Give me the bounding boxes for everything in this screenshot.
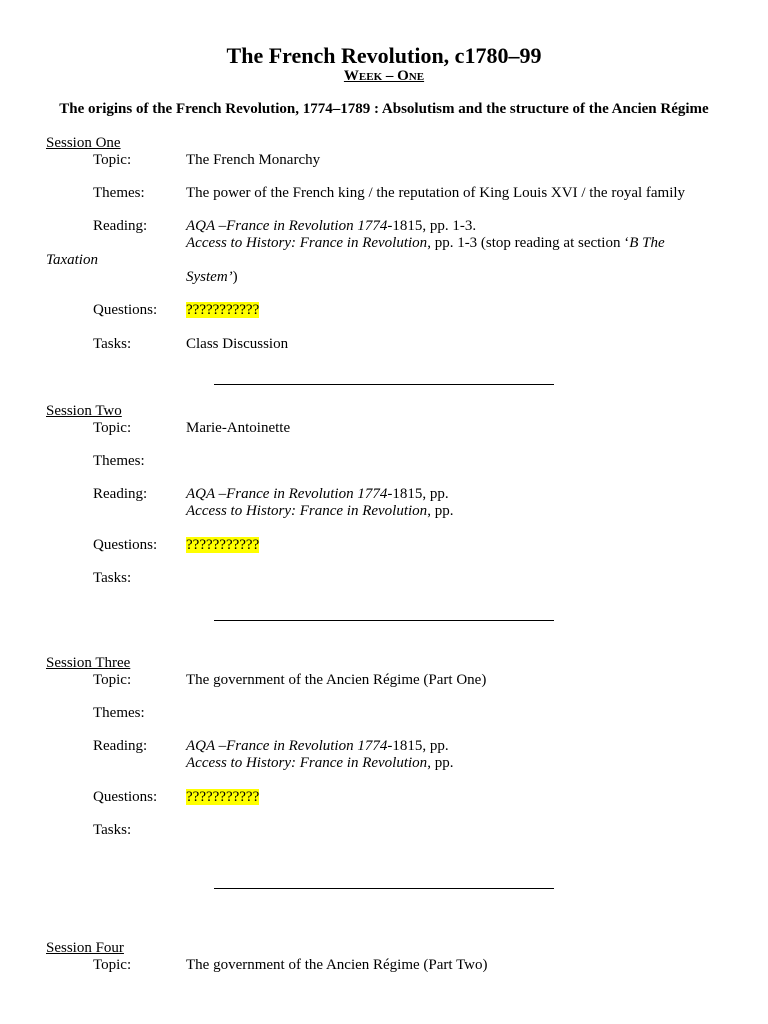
reading-book-2: Access to History: France in Revolution xyxy=(186,235,428,251)
reading-close-paren: ) xyxy=(232,269,238,285)
questions-label: Questions: xyxy=(93,302,158,318)
reading-book-1: AQA –France in Revolution 1774 xyxy=(186,486,388,502)
reading-section-wrap: Taxation xyxy=(46,252,98,268)
reading-line-1 xyxy=(186,738,449,755)
reading-label: Reading: xyxy=(93,218,148,234)
section-divider xyxy=(214,620,554,621)
questions-label: Questions: xyxy=(93,537,158,553)
reading-section-start: B The xyxy=(629,235,665,251)
topic-label: Topic: xyxy=(93,420,132,436)
reading-pages-2: , pp. 1-3 (stop reading at section ‘ xyxy=(427,235,630,251)
session-heading: Session Four xyxy=(46,940,124,956)
reading-pages-1: -1815, pp. xyxy=(387,486,449,502)
reading-book-2: Access to History: France in Revolution xyxy=(186,755,428,771)
topic-value: The French Monarchy xyxy=(186,152,321,168)
tasks-label: Tasks: xyxy=(93,822,132,838)
questions-label: Questions: xyxy=(93,789,158,805)
themes-label: Themes: xyxy=(93,185,145,201)
reading-book-1: AQA –France in Revolution 1774 xyxy=(186,738,388,754)
section-subtitle: The origins of the French Revolution, 1774–1789 : Absolutism and the structure of the Ancien Régime xyxy=(59,101,709,117)
reading-pages-1: -1815, pp. 1-3. xyxy=(387,218,477,234)
session-heading: Session One xyxy=(46,135,121,151)
topic-value: Marie-Antoinette xyxy=(186,420,291,436)
topic-value: The government of the Ancien Régime (Part One) xyxy=(186,672,487,688)
reading-line-2 xyxy=(186,755,453,772)
section-divider xyxy=(214,888,554,889)
tasks-label: Tasks: xyxy=(93,336,132,352)
week-label: Week – One xyxy=(343,68,425,84)
session-heading: Session Two xyxy=(46,403,122,419)
questions-highlight: ??????????? xyxy=(186,537,260,553)
themes-value: The power of the French king / the reputation of King Louis XVI / the royal family xyxy=(186,185,686,201)
questions-value xyxy=(186,302,259,319)
reading-pages-2: , pp. xyxy=(427,755,454,771)
section-divider xyxy=(214,384,554,385)
reading-line-2 xyxy=(186,235,665,252)
reading-label: Reading: xyxy=(93,486,148,502)
reading-book-2: Access to History: France in Revolution xyxy=(186,503,428,519)
topic-label: Topic: xyxy=(93,672,132,688)
questions-value xyxy=(186,789,259,806)
reading-line-1 xyxy=(186,486,449,503)
week-heading xyxy=(0,68,768,85)
topic-label: Topic: xyxy=(93,957,132,973)
reading-line-2 xyxy=(186,503,453,520)
topic-value: The government of the Ancien Régime (Part Two) xyxy=(186,957,488,973)
themes-label: Themes: xyxy=(93,453,145,469)
topic-label: Topic: xyxy=(93,152,132,168)
reading-section-end: System’ xyxy=(186,269,233,285)
questions-highlight: ??????????? xyxy=(186,302,260,318)
reading-book-1: AQA –France in Revolution 1774 xyxy=(186,218,388,234)
reading-line-3 xyxy=(186,269,238,286)
document-title: The French Revolution, c1780–99 xyxy=(226,43,542,68)
tasks-label: Tasks: xyxy=(93,570,132,586)
session-heading: Session Three xyxy=(46,655,131,671)
tasks-value: Class Discussion xyxy=(186,336,289,352)
questions-value xyxy=(186,537,259,554)
reading-line-1 xyxy=(186,218,476,235)
themes-label: Themes: xyxy=(93,705,145,721)
questions-highlight: ??????????? xyxy=(186,789,260,805)
reading-label: Reading: xyxy=(93,738,148,754)
reading-pages-1: -1815, pp. xyxy=(387,738,449,754)
reading-pages-2: , pp. xyxy=(427,503,454,519)
